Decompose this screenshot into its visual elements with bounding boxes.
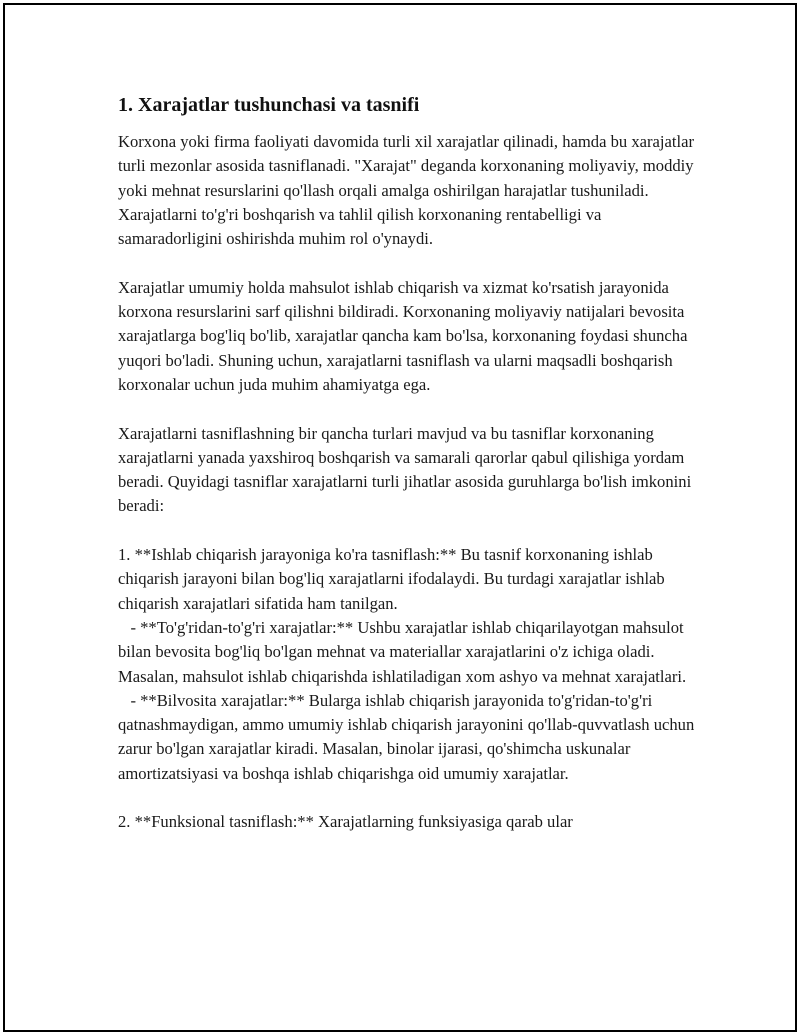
paragraph-list-item-1: 1. **Ishlab chiqarish jarayoniga ko'ra tasniflash:** Bu tasnif korxonaning ishlab chiqarish jarayoni bilan bog'liq xarajatlarni ifodalaydi. Bu turdagi xarajatlar ishlab chiqarish xarajatlari sifatida ham tanilgan. - **To'g'ridan-to'g'ri xarajatlar:** Ushbu xarajatlar ishlab chiqarilayotgan mahsulot bilan bevosita bog'liq bo'lgan mehnat va materiallar xarajatlarini o'z ichiga oladi. Masalan, mahsulot ishlab chiqarishda ishlatiladigan xom ashyo va mehnat xarajatlari. - **Bilvosita xarajatlar:** Bularga ishlab chiqarish jarayonida to'g'ridan-to'g'ri qatnashmaydigan, ammo umumiy ishlab chiqarish jarayonini qo'llab-quvvatlash uchun zarur bo'lgan xarajatlar kiradi. Masalan, binolar ijarasi, qo'shimcha uskunalar amortizatsiyasi va boshqa ishlab chiqarishga oid umumiy xarajatlar. xyxy=(118,545,695,783)
document-body xyxy=(118,92,698,859)
paragraph-list-item-2: 2. **Funksional tasniflash:** Xarajatlarning funksiyasiga qarab ular xyxy=(118,812,573,832)
paragraph-intro: Korxona yoki firma faoliyati davomida turli xil xarajatlar qilinadi, hamda bu xarajatlar turli mezonlar asosida tasniflanadi. "Xarajat" deganda korxonaning moliyaviy, moddiy yoki mehnat resurslarini qo'llash orqali amalga oshirilgan harajatlar tushuniladi. Xarajatlarni to'g'ri boshqarish va tahlil qilish korxonaning rentabelligi va samaradorligini oshirishda muhim rol o'ynaydi. xyxy=(118,132,699,249)
section-heading: 1. Xarajatlar tushunchasi va tasnifi xyxy=(118,94,420,116)
paragraph-general: Xarajatlar umumiy holda mahsulot ishlab chiqarish va xizmat ko'rsatish jarayonida korxona resurslarini sarf qilishni bildiradi. Korxonaning moliyaviy natijalari bevosita xarajatlarga bog'liq bo'lib, xarajatlar qancha kam bo'lsa, korxonaning foydasi shuncha yuqori bo'ladi. Shuning uchun, xarajatlarni tasniflash va ularni maqsadli boshqarish korxonalar uchun juda muhim ahamiyatga ega. xyxy=(118,277,692,394)
paragraph-classification: Xarajatlarni tasniflashning bir qancha turlari mavjud va bu tasniflar korxonaning xarajatlarni yanada yaxshiroq boshqarish va samarali qarorlar qabul qilishiga yordam beradi. Quyidagi tasniflar xarajatlarni turli jihatlar asosida guruhlarga bo'lish imkonini beradi: xyxy=(118,423,696,516)
